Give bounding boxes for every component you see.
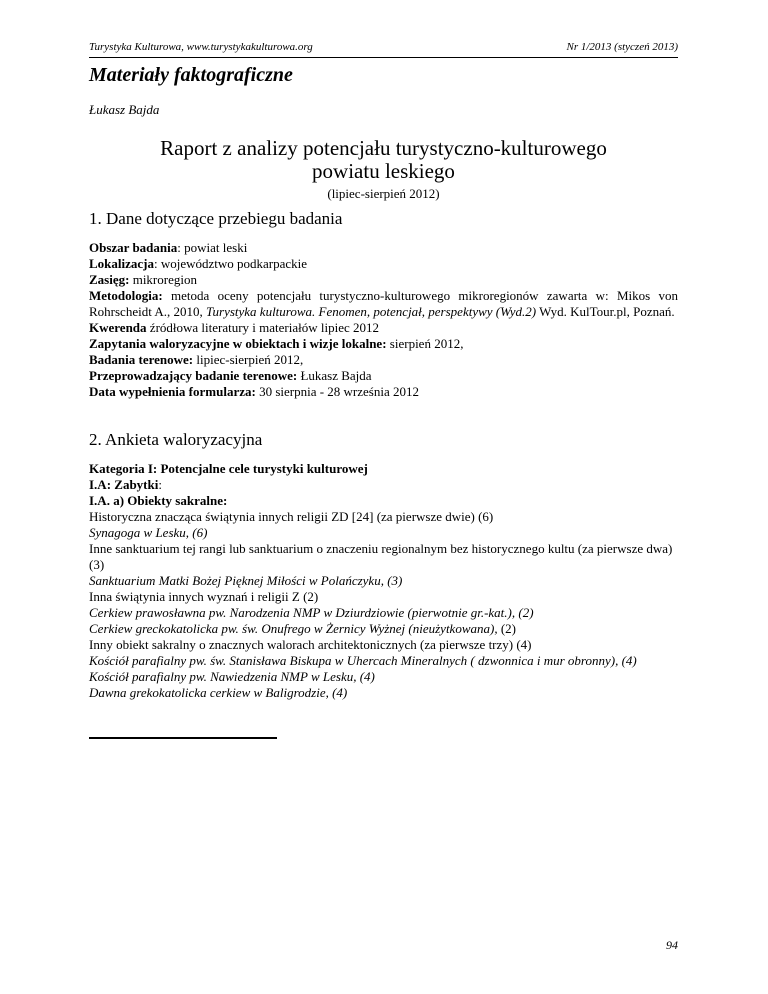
subtitle: (lipiec-sierpień 2012) [327,186,440,201]
list-item: Kościół parafialny pw. św. Stanisława Biskupa w Uhercach Mineralnych ( dzwonnica i mur obronny), (4) [89,653,637,668]
detail-valuation: Zapytania waloryzacyjne w obiektach i wizje lokalne: sierpień 2012, [89,336,464,351]
title-block [89,137,678,202]
detail-conductor: Przeprowadzający badanie terenowe: Łukasz Bajda [89,368,372,383]
page-number: 94 [666,938,678,952]
list-item: Cerkiew greckokatolicka pw. św. Onufrego w Żernicy Wyżnej (nieużytkowana), (2) [89,621,516,636]
title-line-2: powiatu leskiego [312,159,455,183]
list-item: Dawna grekokatolicka cerkiew w Baligrodzie, (4) [89,685,348,700]
section-2-heading: 2. Ankieta waloryzacyjna [89,430,263,449]
detail-query: Kwerenda źródłowa literatury i materiałów lipiec 2012 [89,320,380,335]
valuation-list [89,461,678,701]
detail-methodology: Metodologia: metoda oceny potencjału turystyczno-kulturowego mikroregionów zawarta w: Mikos von Rohrscheidt A., 2010, Turystyka kulturowa. Fenomen, potencjał, perspektywy (Wyd.2) Wyd. KulTour.pl, Poznań. [89,288,678,319]
list-item: Historyczna znacząca świątynia innych religii ZD [24] (za pierwsze dwie) (6) [89,509,494,524]
detail-area: Obszar badania: powiat leski [89,240,248,255]
list-item: Cerkiew prawosławna pw. Narodzenia NMP w Dziurdziowie (pierwotnie gr.-kat.), (2) [89,605,534,620]
list-item: Synagoga w Lesku, (6) [89,525,208,540]
section-kicker: Materiały faktograficzne [89,64,293,86]
subcategory-heading: I.A: Zabytki: [89,477,162,492]
detail-field-research: Badania terenowe: lipiec-sierpień 2012, [89,352,304,367]
journal-name: Turystyka Kulturowa, www.turystykakulturowa.org [89,41,313,53]
list-item: Inny obiekt sakralny o znacznych walorach architektonicznych (za pierwsze trzy) (4) [89,637,532,652]
detail-range: Zasięg: mikroregion [89,272,197,287]
detail-form-date: Data wypełnienia formularza: 30 sierpnia - 28 września 2012 [89,384,419,399]
running-header [89,41,678,58]
title-line-1: Raport z analizy potencjału turystyczno-kulturowego [160,136,607,160]
issue-number: Nr 1/2013 (styczeń 2013) [566,41,678,53]
group-heading: I.A. a) Obiekty sakralne: [89,493,228,508]
list-item: Sanktuarium Matki Bożej Pięknej Miłości w Polańczyku, (3) [89,573,403,588]
list-item: Inne sanktuarium tej rangi lub sanktuarium o znaczeniu regionalnym bez historycznego kultu (za pierwsze dwa) (3) [89,541,673,572]
section-1-heading: 1. Dane dotyczące przebiegu badania [89,209,343,228]
footnote-separator [89,737,277,739]
list-item: Kościół parafialny pw. Nawiedzenia NMP w Lesku, (4) [89,669,375,684]
author-name: Łukasz Bajda [89,102,160,117]
list-item: Inna świątynia innych wyznań i religii Z (2) [89,589,319,604]
survey-details [89,240,678,400]
category-heading: Kategoria I: Potencjalne cele turystyki kulturowej [89,461,368,476]
detail-location: Lokalizacja: województwo podkarpackie [89,256,308,271]
